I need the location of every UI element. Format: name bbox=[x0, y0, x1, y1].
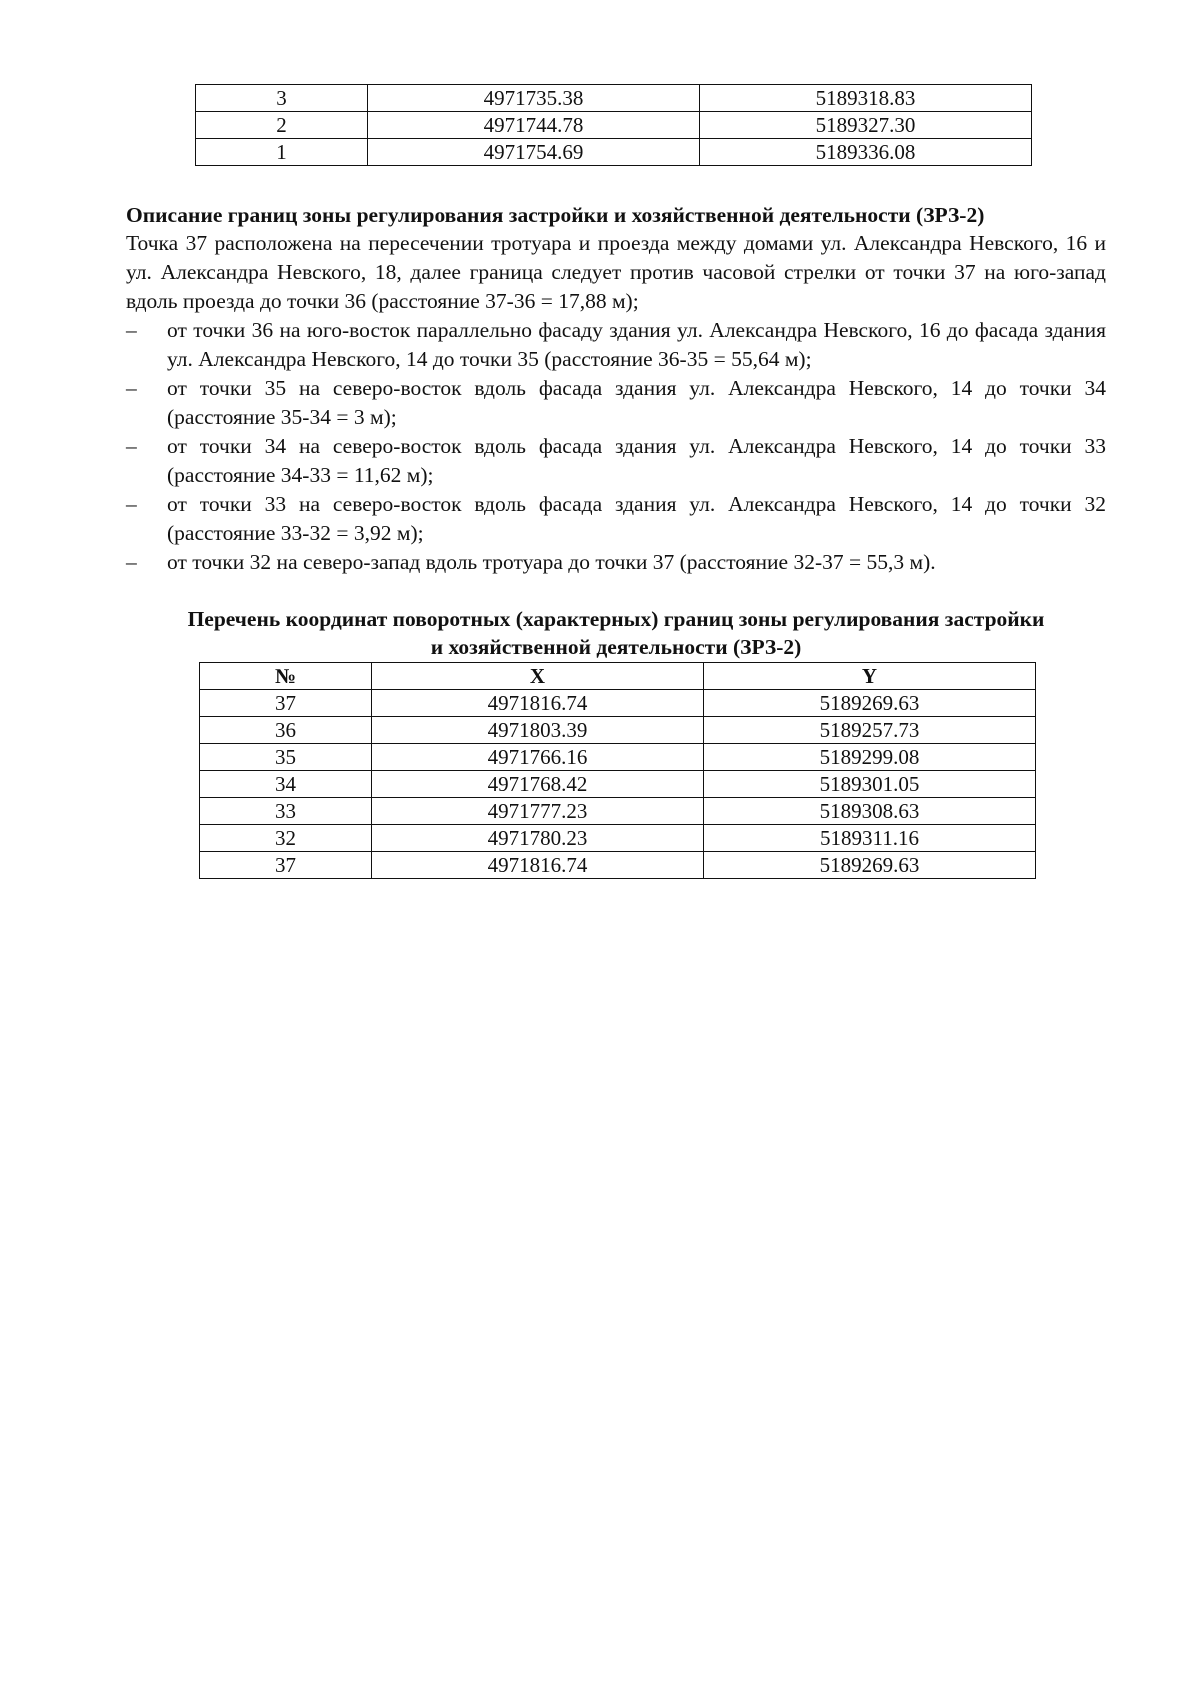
coordinates-table-continued bbox=[195, 84, 1032, 166]
coordinate-list-title bbox=[126, 605, 1106, 661]
dash-bullet: – bbox=[126, 434, 137, 458]
x-coordinate-cell: 4971816.74 bbox=[372, 690, 704, 717]
x-coordinate-cell: 4971744.78 bbox=[368, 112, 700, 139]
x-coordinate-cell: 4971777.23 bbox=[372, 798, 704, 825]
list-item-text: от точки 36 на юго-восток параллельно фасаду здания ул. Александра Невского, 16 до фасада здания ул. Александра Невского, 14 до точки 35 (расстояние 36-35 = 55,64 м); bbox=[167, 318, 1106, 371]
zrz2-coordinates-table bbox=[199, 662, 1036, 879]
list-item-text: от точки 34 на северо-восток вдоль фасада здания ул. Александра Невского, 14 до точки 33 (расстояние 34-33 = 11,62 м); bbox=[167, 434, 1106, 487]
list-item bbox=[126, 316, 1106, 374]
y-column-header: Y bbox=[704, 663, 1036, 690]
list-item-text: от точки 35 на северо-восток вдоль фасада здания ул. Александра Невского, 14 до точки 34 (расстояние 35-34 = 3 м); bbox=[167, 376, 1106, 429]
point-number-cell: 37 bbox=[200, 852, 372, 879]
y-coordinate-cell: 5189269.63 bbox=[704, 690, 1036, 717]
y-coordinate-cell: 5189301.05 bbox=[704, 771, 1036, 798]
y-coordinate-cell: 5189269.63 bbox=[704, 852, 1036, 879]
y-coordinate-cell: 5189318.83 bbox=[700, 85, 1032, 112]
x-column-header: X bbox=[372, 663, 704, 690]
table-row bbox=[196, 139, 1032, 166]
boundary-description-list bbox=[126, 316, 1106, 577]
list-item bbox=[126, 374, 1106, 432]
point-number-cell: 32 bbox=[200, 825, 372, 852]
y-coordinate-cell: 5189257.73 bbox=[704, 717, 1036, 744]
x-coordinate-cell: 4971780.23 bbox=[372, 825, 704, 852]
y-coordinate-cell: 5189299.08 bbox=[704, 744, 1036, 771]
list-item bbox=[126, 432, 1106, 490]
list-item bbox=[126, 490, 1106, 548]
point-number-cell: 1 bbox=[196, 139, 368, 166]
point-number-cell: 35 bbox=[200, 744, 372, 771]
y-coordinate-cell: 5189308.63 bbox=[704, 798, 1036, 825]
x-coordinate-cell: 4971754.69 bbox=[368, 139, 700, 166]
table-row bbox=[200, 690, 1036, 717]
table-row bbox=[200, 852, 1036, 879]
table-row bbox=[200, 744, 1036, 771]
table-row bbox=[196, 85, 1032, 112]
dash-bullet: – bbox=[126, 318, 137, 342]
point-number-cell: 3 bbox=[196, 85, 368, 112]
x-coordinate-cell: 4971816.74 bbox=[372, 852, 704, 879]
point-number-cell: 34 bbox=[200, 771, 372, 798]
table-row bbox=[200, 717, 1036, 744]
dash-bullet: – bbox=[126, 492, 137, 516]
list-item-text: от точки 33 на северо-восток вдоль фасада здания ул. Александра Невского, 14 до точки 32 (расстояние 33-32 = 3,92 м); bbox=[167, 492, 1106, 545]
x-coordinate-cell: 4971766.16 bbox=[372, 744, 704, 771]
description-title: Описание границ зоны регулирования застройки и хозяйственной деятельности (ЗРЗ-2) bbox=[126, 203, 985, 227]
number-column-header: № bbox=[200, 663, 372, 690]
y-coordinate-cell: 5189336.08 bbox=[700, 139, 1032, 166]
point-number-cell: 2 bbox=[196, 112, 368, 139]
y-coordinate-cell: 5189327.30 bbox=[700, 112, 1032, 139]
y-coordinate-cell: 5189311.16 bbox=[704, 825, 1036, 852]
point-number-cell: 33 bbox=[200, 798, 372, 825]
point-number-cell: 36 bbox=[200, 717, 372, 744]
table-row bbox=[200, 825, 1036, 852]
coordinate-list-title-line2: и хозяйственной деятельности (ЗРЗ-2) bbox=[430, 635, 802, 659]
list-item-text: от точки 32 на северо-запад вдоль тротуара до точки 37 (расстояние 32-37 = 55,3 м). bbox=[167, 550, 936, 574]
coordinate-list-title-line1: Перечень координат поворотных (характерных) границ зоны регулирования застройки bbox=[187, 607, 1045, 631]
description-intro: Точка 37 расположена на пересечении тротуара и проезда между домами ул. Александра Невского, 16 и ул. Александра Невского, 18, далее граница следует против часовой стрелки от точки 37 на юго-запад вдоль проезда до точки 36 (расстояние 37-36 = 17,88 м); bbox=[126, 231, 1106, 313]
table-header-row bbox=[200, 663, 1036, 690]
point-number-cell: 37 bbox=[200, 690, 372, 717]
table-row bbox=[196, 112, 1032, 139]
dash-bullet: – bbox=[126, 550, 137, 574]
x-coordinate-cell: 4971803.39 bbox=[372, 717, 704, 744]
x-coordinate-cell: 4971735.38 bbox=[368, 85, 700, 112]
x-coordinate-cell: 4971768.42 bbox=[372, 771, 704, 798]
list-item bbox=[126, 548, 1106, 577]
dash-bullet: – bbox=[126, 376, 137, 400]
table-row bbox=[200, 798, 1036, 825]
table-row bbox=[200, 771, 1036, 798]
